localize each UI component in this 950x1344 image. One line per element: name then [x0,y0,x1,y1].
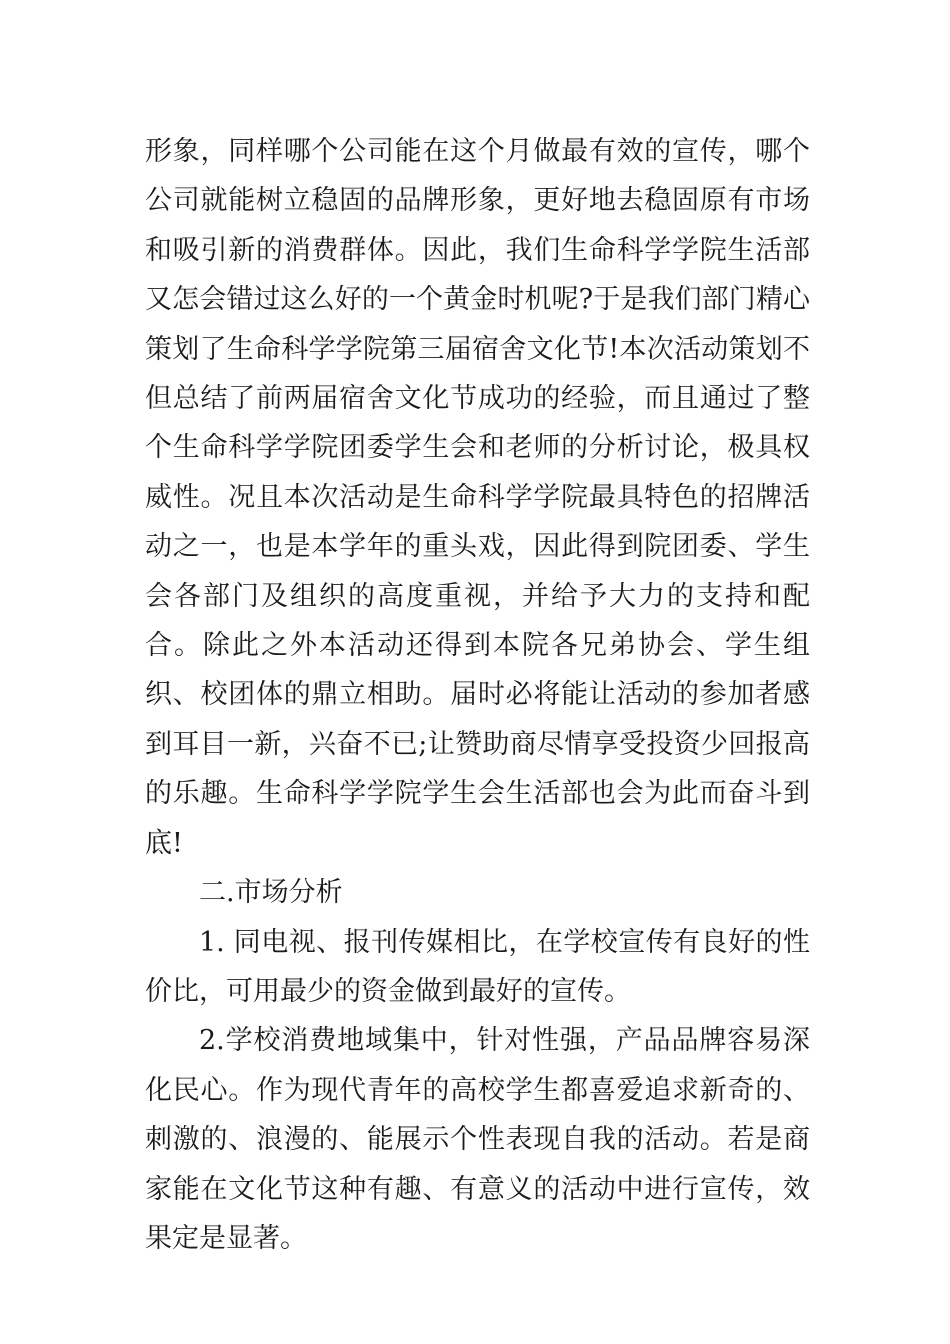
document-body [145,127,810,1263]
paragraph-point-1: 1. 同电视、报刊传媒相比，在学校宣传有良好的性价比，可用最少的资金做到最好的宣传。 [145,926,810,1007]
paragraph-intro-continuation: 形象，同样哪个公司能在这个月做最有效的宣传，哪个公司就能树立稳固的品牌形象，更好地去稳固原有市场和吸引新的消费群体。因此，我们生命科学学院生活部又怎会错过这么好的一个黄金时机呢?于是我们部门精心策划了生命科学学院第三届宿舍文化节!本次活动策划不但总结了前两届宿舍文化节成功的经验，而且通过了整个生命科学学院团委学生会和老师的分析讨论，极具权威性。况且本次活动是生命科学学院最具特色的招牌活动之一，也是本学年的重头戏，因此得到院团委、学生会各部门及组织的高度重视，并给予大力的支持和配合。除此之外本活动还得到本院各兄弟协会、学生组织、校团体的鼎立相助。届时必将能让活动的参加者感到耳目一新，兴奋不已;让赞助商尽情享受投资少回报高的乐趣。生命科学学院学生会生活部也会为此而奋斗到底! [145,136,810,859]
section-heading-market-analysis: 二.市场分析 [199,877,343,909]
paragraph-point-2: 2.学校消费地域集中，针对性强，产品品牌容易深化民心。作为现代青年的高校学生都喜爱追求新奇的、刺激的、浪漫的、能展示个性表现自我的活动。若是商家能在文化节这种有趣、有意义的活动中进行宣传，效果定是显著。 [145,1025,810,1254]
